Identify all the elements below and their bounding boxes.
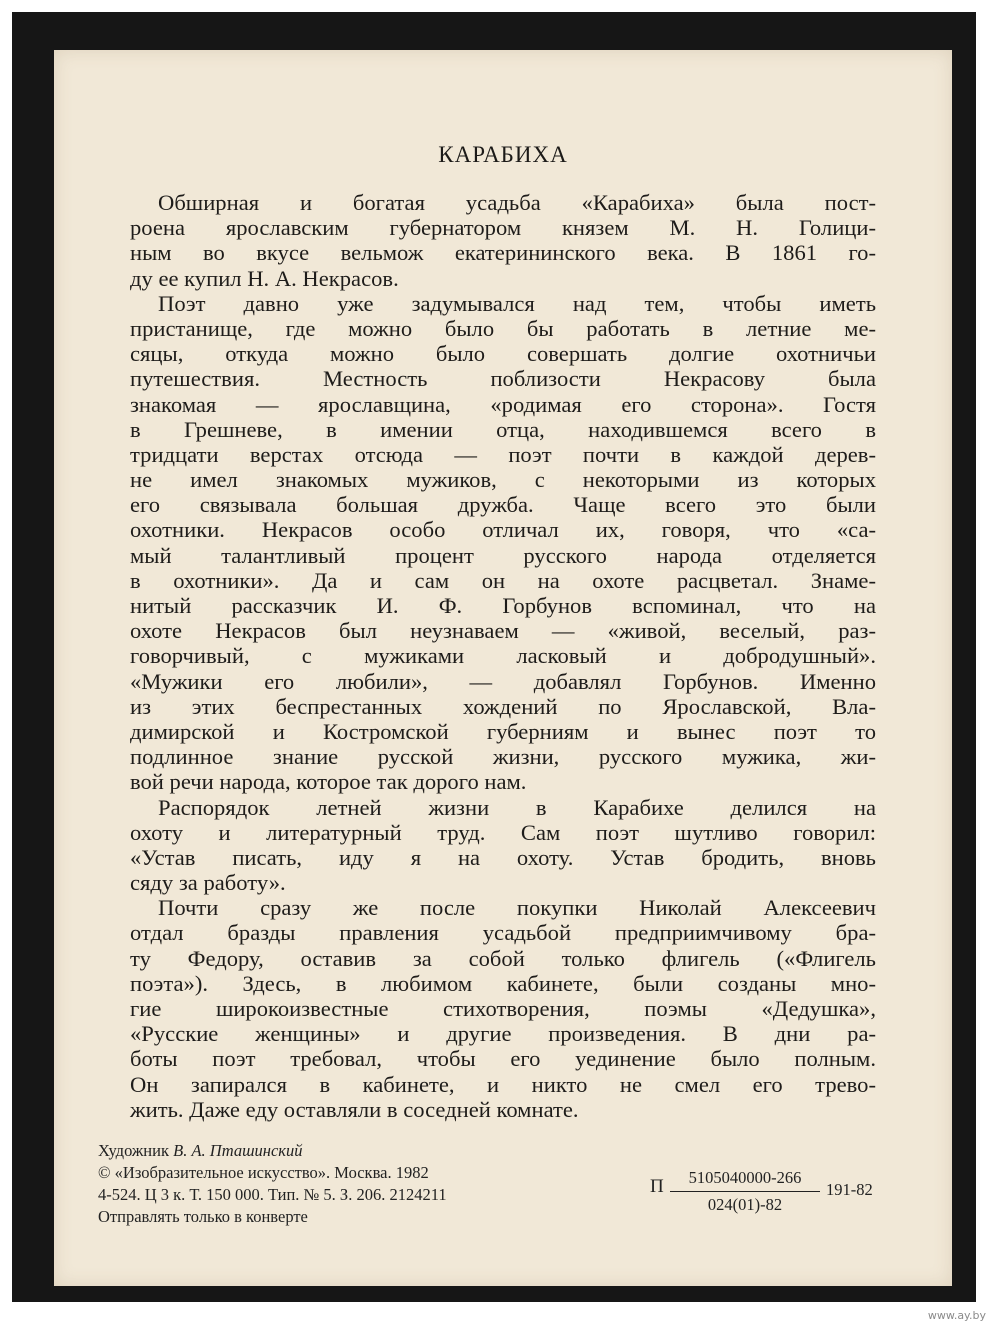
- text-line: ду ее купил Н. А. Некрасов.: [130, 265, 399, 291]
- text-line: подлинное знание русской жизни, русского мужика, жи-: [130, 744, 876, 770]
- artist-label: Художник: [98, 1141, 169, 1160]
- text-line: говорчивый, с мужиками ласковый и добродушный».: [130, 643, 876, 669]
- text-line: отдал бразды правления усадьбой предприимчивому бра-: [130, 920, 876, 946]
- text-line: охотники. Некрасов особо отличал их, говоря, что «са-: [130, 517, 876, 543]
- text-line: в Грешневе, в имении отца, находившемся всего в: [130, 416, 876, 442]
- index-numerator: 5105040000-266: [670, 1168, 820, 1192]
- mailing-note: Отправлять только в конверте: [98, 1207, 308, 1226]
- text-line: Поэт давно уже задумывался над тем, чтобы иметь: [158, 290, 876, 316]
- text-line: пристанище, где можно было бы работать в летние ме-: [130, 315, 876, 341]
- text-line: охоте Некрасов был неузнаваем — «живой, веселый, раз-: [130, 618, 876, 644]
- text-line: Распорядок летней жизни в Карабихе делился на: [158, 794, 876, 820]
- text-line: ту Федору, оставив за собой только флигель («Флигель: [130, 945, 876, 971]
- print-info-line: 4-524. Ц 3 к. Т. 150 000. Тип. № 5. З. 206. 2124211: [98, 1185, 447, 1204]
- text-line: вой речи народа, которое так дорого нам.: [130, 769, 527, 795]
- text-line: гие широкоизвестные стихотворения, поэмы «Дедушка»,: [130, 996, 876, 1021]
- index-denominator: 024(01)-82: [707, 1195, 783, 1214]
- text-line: ным во вкусе вельмож екатерининского века. В 1861 го-: [130, 240, 876, 266]
- text-line: его связывала большая дружба. Чаще всего это были: [130, 492, 876, 518]
- page-title: КАРАБИХА: [438, 142, 568, 167]
- publisher-line: © «Изобразительное искусство». Москва. 1982: [98, 1163, 429, 1182]
- index-prefix: П: [650, 1176, 664, 1197]
- text-line: знакомая — ярославщина, «родимая его сторона». Гостя: [130, 391, 876, 417]
- text-line: Обширная и богатая усадьба «Карабиха» была пост-: [158, 190, 876, 215]
- text-line: роена ярославским губернатором князем М. Н. Голици-: [130, 215, 876, 241]
- text-line: боты поэт требовал, чтобы его уединение было полным.: [130, 1046, 876, 1072]
- index-suffix: 191-82: [826, 1180, 873, 1199]
- text-line: Он запирался в кабинете, и никто не смел его трево-: [130, 1071, 876, 1097]
- text-line: «Русские женщины» и другие произведения. В дни ра-: [130, 1021, 876, 1047]
- text-line: не имел знакомых мужиков, с некоторыми из которых: [130, 467, 876, 493]
- text-line: тридцати верстах отсюда — поэт почти в каждой дерев-: [130, 441, 876, 467]
- imprint-block: [98, 1140, 447, 1228]
- text-line: поэта»). Здесь, в любимом кабинете, были созданы мно-: [130, 970, 876, 996]
- artist-name: В. А. Пташинский: [173, 1141, 303, 1160]
- text-line: «Устав писать, иду я на охоту. Устав бродить, вновь: [130, 844, 876, 870]
- index-fraction: [670, 1168, 820, 1215]
- text-line: мый талантливый процент русского народа отделяется: [130, 542, 876, 568]
- black-mount-background: [12, 12, 976, 1302]
- text-line: из этих беспрестанных хождений по Ярославской, Вла-: [130, 693, 876, 719]
- article-body: [130, 190, 876, 1122]
- text-line: в охотники». Да и сам он на охоте расцветал. Знаме-: [130, 567, 876, 593]
- text-line: димирской и Костромской губерниям и вынес поэт то: [130, 718, 876, 744]
- text-line: жить. Даже еду оставляли в соседней комнате.: [130, 1096, 579, 1122]
- text-line: охоту и литературный труд. Сам поэт шутливо говорил:: [130, 819, 876, 845]
- text-line: путешествия. Местность поблизости Некрасову была: [130, 366, 876, 392]
- artist-credit: [98, 1140, 447, 1162]
- text-line: Почти сразу же после покупки Николай Алексеевич: [158, 895, 876, 921]
- text-line: «Мужики его любили», — добавлял Горбунов. Именно: [130, 668, 876, 694]
- site-watermark: www.ay.by: [927, 1309, 986, 1322]
- text-line: сяцы, откуда можно было совершать долгие охотничьи: [130, 341, 876, 367]
- text-line: нитый рассказчик И. Ф. Горбунов вспоминал, что на: [130, 593, 876, 618]
- text-line: сяду за работу».: [130, 870, 286, 896]
- postcard-back: [54, 50, 952, 1286]
